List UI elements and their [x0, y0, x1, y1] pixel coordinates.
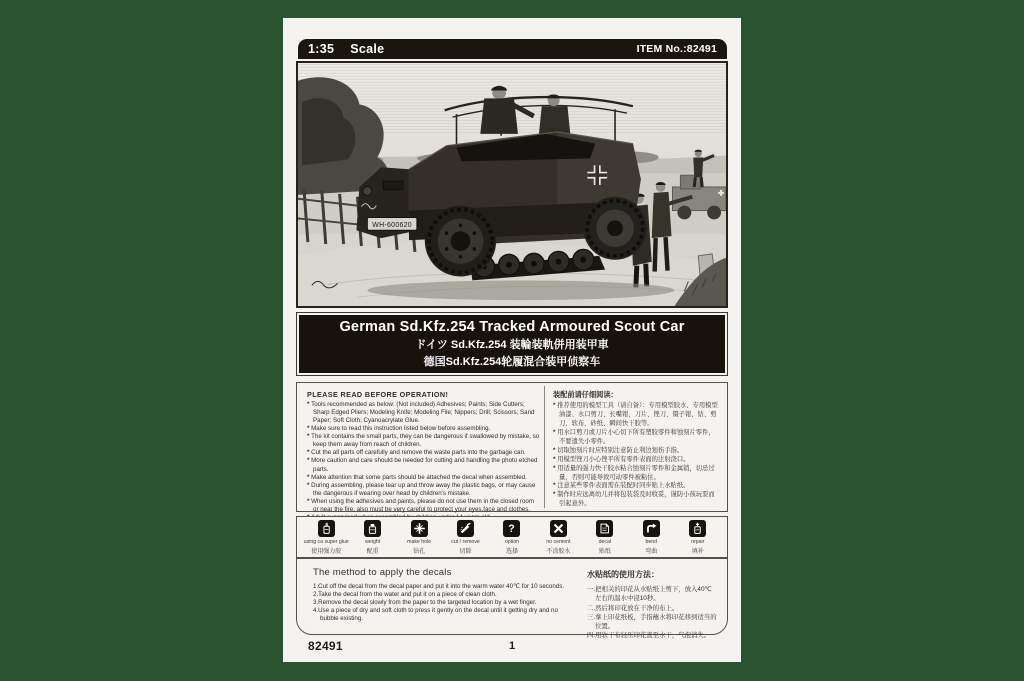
scale-label [308, 42, 384, 56]
legend-bend: bend 弯曲 [628, 520, 674, 555]
instruction-item: * Make sure to read this instruction listed below before assembling. [307, 425, 541, 433]
symbols-legend [296, 516, 728, 558]
scale-word: Scale [350, 42, 385, 56]
cut-remove-icon [457, 520, 474, 537]
instructions-zh-list [553, 402, 720, 509]
item-number: ITEM No.:82491 [636, 43, 717, 55]
ca-super-glue-icon [318, 520, 335, 537]
title-band [296, 312, 728, 376]
header-bar [298, 39, 727, 59]
instruction-item: * Make attention that some parts should be attached the decal when assembled. [307, 474, 541, 482]
svg-text:?: ? [508, 522, 516, 535]
legend-weight: weight 配重 [350, 520, 396, 555]
instruction-item: * 用模型锉刀小心锉平所有零件表面的注射浇口。 [553, 456, 720, 465]
legend-make-hole: make hole 钻孔 [396, 520, 442, 555]
instruction-item: * 制作时应远离幼儿并将包装袋及时收妥，谨防小孩玩耍而引起意外。 [553, 491, 720, 509]
legend-decal: decal 贴纸 [582, 520, 628, 555]
decal-method-zh-heading: 水贴纸的使用方法： [587, 570, 659, 579]
instruction-item: * 用适量的强力快干胶水粘合蚀刻片零件和金属销，切忌过量，否则可能导致可动零件被粘住。 [553, 465, 720, 483]
footer-item-number: 82491 [308, 639, 343, 653]
legend-ca-glue: using ca super glue 使用强力胶 [303, 520, 349, 555]
decal-step: 一.把相关的印花从水贴纸上剪下，放入40℃左右的温水中浸10秒。 [587, 586, 712, 603]
instruction-sheet-page [283, 18, 741, 662]
instruction-item: * 切取蚀刻片时应特别注意防止利边划伤手指。 [553, 447, 720, 456]
instructions-english [307, 390, 541, 522]
footer [296, 639, 728, 655]
legend-no-cement: no cement 不涂胶水 [535, 520, 581, 555]
legend-repair: repair 填补 [675, 520, 721, 555]
boxart-illustration [296, 61, 728, 308]
scale-ratio: 1:35 [308, 42, 335, 56]
svg-text:WH-600620: WH-600620 [372, 221, 412, 229]
legend-cut-remove: cut / remove 切除 [443, 520, 489, 555]
front-wheel [425, 206, 496, 277]
decal-step: 3.Remove the decal slowly from the paper to the targeted location by a wet finger. [313, 599, 537, 607]
decal-step: 四.用软干布轻压印花直至水干，气泡消失。 [587, 632, 711, 640]
weight-icon [364, 520, 381, 537]
column-divider [544, 386, 545, 508]
kit-title-ja: ドイツ Sd.Kfz.254 装輪装軌併用装甲車 [415, 339, 609, 351]
kit-title-en: German Sd.Kfz.254 Tracked Armoured Scout Car [339, 319, 685, 335]
instructions-en-list [307, 401, 541, 522]
make-hole-icon [411, 520, 428, 537]
instruction-item: * The kit contains the small parts, they can be dangerous if swallowed by mistake, so keep them away from reach of children. [307, 433, 541, 449]
instruction-item: * Cut the all parts off carefully and remove the waste parts into the garbage can. [307, 449, 541, 457]
instruction-item: * 推荐使用的模型工具（请自备）：专用模型胶水、专用模型油漆、水口剪刀、长嘴钳、刀片、锉刀、镊子钳、钻、剪刀、软布、砂纸、瞬间快干胶等。 [553, 402, 720, 429]
decal-icon [596, 520, 613, 537]
bend-icon [643, 520, 660, 537]
decal-step: 4.Use a piece of dry and soft cloth to press it gently on the decal until it getting dry and no bubble existing. [313, 607, 558, 623]
license-plate [367, 217, 417, 230]
rear-wheel [583, 197, 646, 260]
no-cement-icon [550, 520, 567, 537]
instruction-item: * More caution and care should be needed for cutting and handling the photo etched parts. [307, 457, 541, 473]
safety-instructions-panel [296, 382, 728, 512]
repair-icon [689, 520, 706, 537]
instruction-item: * When using the adhesives and paints, please do not use them in the closed room or near the fire, also must be very careful to protect your eyes,face and clothes. [307, 498, 541, 514]
decal-method-english [313, 567, 569, 623]
instruction-item: * Tools recommended as below: (Not included) Adhesives; Paints; Side Cutters; Sharp Edged Pliers; Modeling Knife; Modeling File; Nippers; Drill; Scissors; Sand Paper; Soft Cloth; Cyanoacrylate Glue. [307, 401, 541, 425]
instructions-chinese [553, 390, 720, 509]
instructions-zh-heading: 装配前请仔细阅读： [553, 390, 618, 399]
footer-page-number: 1 [508, 640, 516, 652]
instruction-item: * During assembling, please tear up and throw away the plastic bags, or may cause the dangerous if wearing over head by children's mistake. [307, 482, 541, 498]
instruction-item: * 用水口剪刀或刀片小心切下所有塑胶零件和蚀刻片零件，不要遗失小零件。 [553, 429, 720, 447]
decal-step: 三.拿上印花纸板，手指蘸水将印花移到适当的位置。 [587, 613, 717, 631]
decal-method-panel [296, 558, 728, 640]
decal-method-chinese [587, 569, 717, 641]
decal-step: 1.Cut off the decal from the decal paper and put it into the warm water 40℃ for 10 seconds. [313, 583, 565, 590]
decal-step: 2.Take the decal from the water and put it on a piece of clean cloth. [313, 591, 497, 599]
decal-method-en-heading: The method to apply the decals [313, 567, 452, 578]
kit-title-zh: 德国Sd.Kfz.254轮履混合装甲侦察车 [423, 356, 601, 368]
instructions-en-heading: PLEASE READ BEFORE OPERATION! [307, 390, 449, 399]
decal-steps-zh [587, 585, 717, 641]
decal-step: 二.然后将印花放在干净的布上。 [587, 604, 679, 612]
boxart-scene [298, 63, 726, 306]
option-icon [503, 520, 520, 537]
legend-option: ? option 选择 [489, 520, 535, 555]
instruction-item: * 注意某些零件表面需在装配时同步贴上水贴纸。 [553, 482, 720, 491]
decal-steps-en [313, 583, 569, 623]
